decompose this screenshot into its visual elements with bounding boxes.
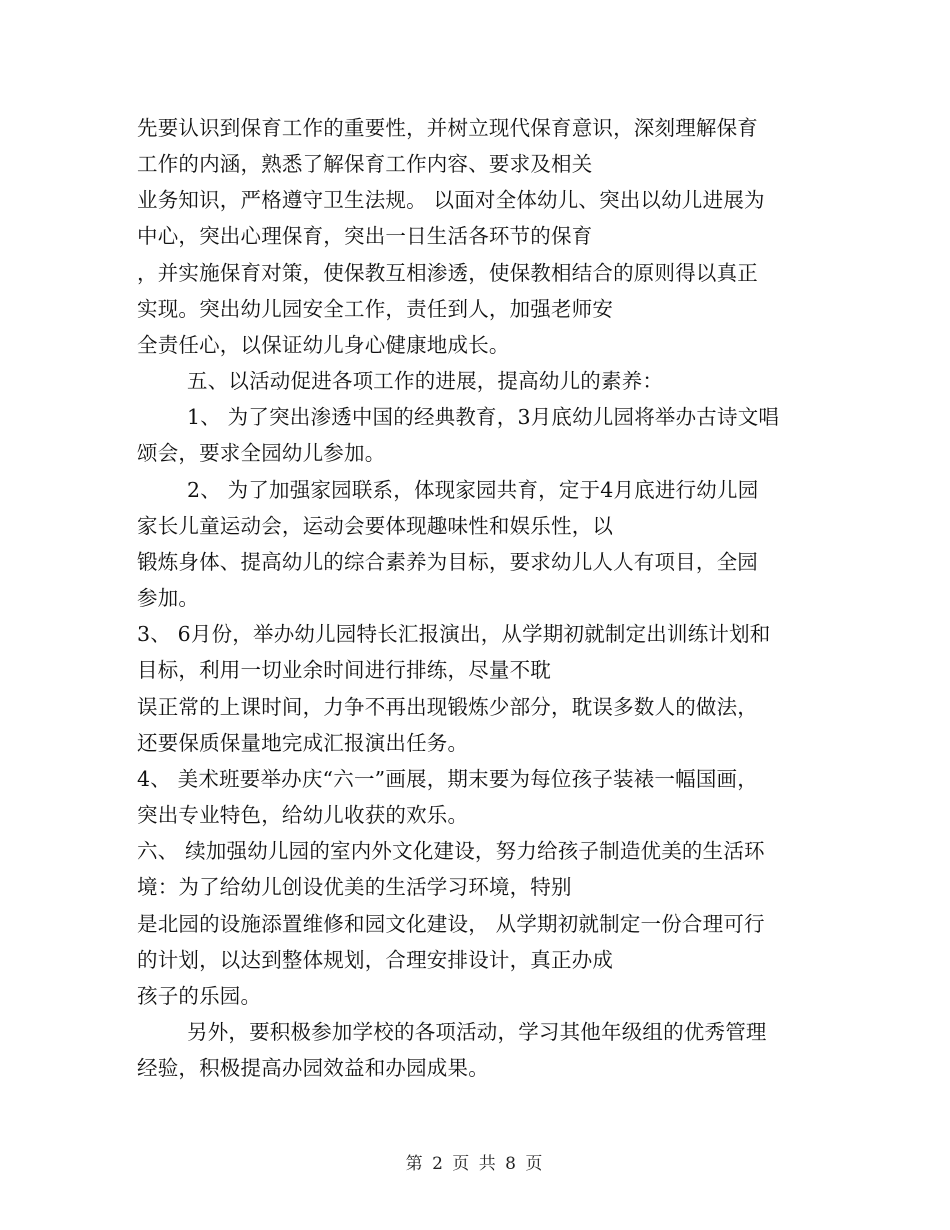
paragraph-line: 颂会，要求全园幼儿参加。	[137, 441, 386, 465]
list-item: 1、 为了突出渗透中国的经典教育，3月底幼儿园将举办古诗文唱	[187, 405, 780, 429]
paragraph-line: 实现。突出幼儿园安全工作，责任到人，加强老师安	[137, 297, 614, 321]
list-item: 3、 6月份，举办幼儿园特长汇报演出，从学期初就制定出训练计划和	[137, 622, 771, 646]
paragraph-line: ，并实施保育对策，使保教互相渗透，使保教相结合的原则得以真正	[137, 261, 758, 285]
list-item: 2、 为了加强家园联系，体现家园共育，定于4月底进行幼儿园	[187, 478, 759, 502]
paragraph-line: 的计划，以达到整体规划，合理安排设计，真正办成	[137, 948, 614, 972]
paragraph-line: 孩子的乐园。	[137, 984, 262, 1008]
paragraph-line: 经验，积极提高办园效益和办园成果。	[137, 1056, 489, 1080]
paragraph-line: 是北园的设施添置维修和园文化建设， 从学期初就制定一份合理可行	[137, 912, 765, 936]
paragraph-line: 参加。	[137, 586, 200, 610]
page-number-footer: 第 2 页 共 8 页	[405, 1154, 545, 1174]
paragraph-line: 误正常的上课时间，力争不再出现锻炼少部分，耽误多数人的做法，	[137, 695, 758, 719]
paragraph-line: 全责任心，以保证幼儿身心健康地成长。	[137, 333, 510, 357]
section-heading: 六、 续加强幼儿园的室内外文化建设，努力给孩子制造优美的生活环	[137, 839, 765, 863]
paragraph-line: 境：为了给幼儿创设优美的生活学习环境，特别	[137, 875, 572, 899]
paragraph-line: 还要保质保量地完成汇报演出任务。	[137, 731, 469, 755]
section-heading: 五、以活动促进各项工作的进展，提高幼儿的素养：	[187, 369, 664, 393]
paragraph-line: 突出专业特色，给幼儿收获的欢乐。	[137, 803, 469, 827]
paragraph-line: 另外，要积极参加学校的各项活动，学习其他年级组的优秀管理	[187, 1020, 767, 1044]
paragraph-line: 目标，利用一切业余时间进行排练，尽量不耽	[137, 658, 551, 682]
paragraph-line: 家长儿童运动会，运动会要体现趣味性和娱乐性，以	[137, 514, 614, 538]
paragraph-line: 业务知识，严格遵守卫生法规。 以面对全体幼儿、突出以幼儿进展为	[137, 188, 765, 212]
paragraph-line: 先要认识到保育工作的重要性，并树立现代保育意识，深刻理解保育	[137, 116, 758, 140]
paragraph-line: 工作的内涵，熟悉了解保育工作内容、要求及相关	[137, 152, 593, 176]
paragraph-line: 锻炼身体、提高幼儿的综合素养为目标，要求幼儿人人有项目，全园	[137, 550, 758, 574]
list-item: 4、 美术班要举办庆“六一”画展，期末要为每位孩子装裱一幅国画，	[137, 767, 758, 791]
paragraph-line: 中心，突出心理保育，突出一日生活各环节的保育	[137, 224, 593, 248]
